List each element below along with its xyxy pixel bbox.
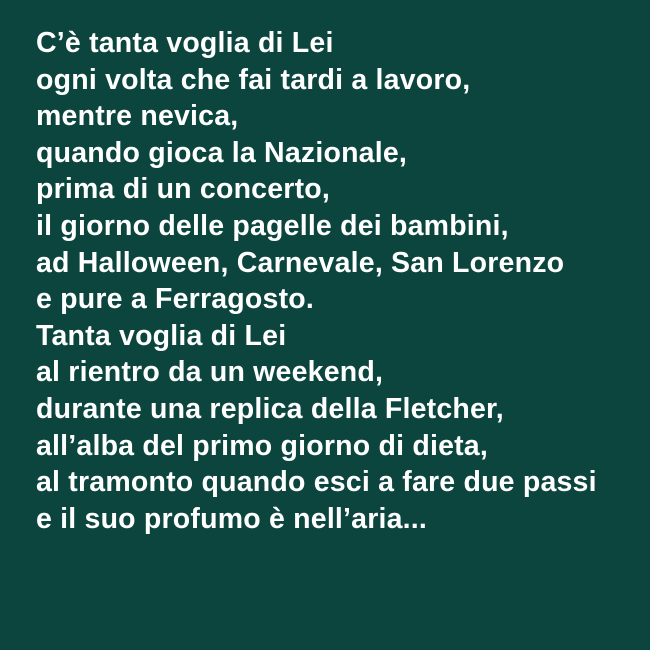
- poem-text: [36, 25, 620, 537]
- poem-line: ad Halloween, Carnevale, San Lorenzo: [36, 246, 565, 279]
- poem-line: prima di un concerto,: [36, 173, 330, 206]
- poem-line: al tramonto quando esci a fare due passi: [36, 466, 597, 499]
- poem-line: durante una replica della Fletcher,: [36, 392, 504, 425]
- poem-line: e il suo profumo è nell’aria...: [36, 502, 428, 535]
- poem-line: Tanta voglia di Lei: [36, 319, 287, 352]
- poem-line: il giorno delle pagelle dei bambini,: [36, 209, 509, 242]
- poem-line: e pure a Ferragosto.: [36, 283, 314, 316]
- poem-line: C’è tanta voglia di Lei: [36, 27, 334, 59]
- poem-line: all’alba del primo giorno di dieta,: [36, 429, 488, 462]
- poem-line: al rientro da un weekend,: [36, 356, 384, 389]
- poem-line: ogni volta che fai tardi a lavoro,: [36, 63, 471, 96]
- poem-line: mentre nevica,: [36, 100, 239, 133]
- poem-line: quando gioca la Nazionale,: [36, 136, 408, 169]
